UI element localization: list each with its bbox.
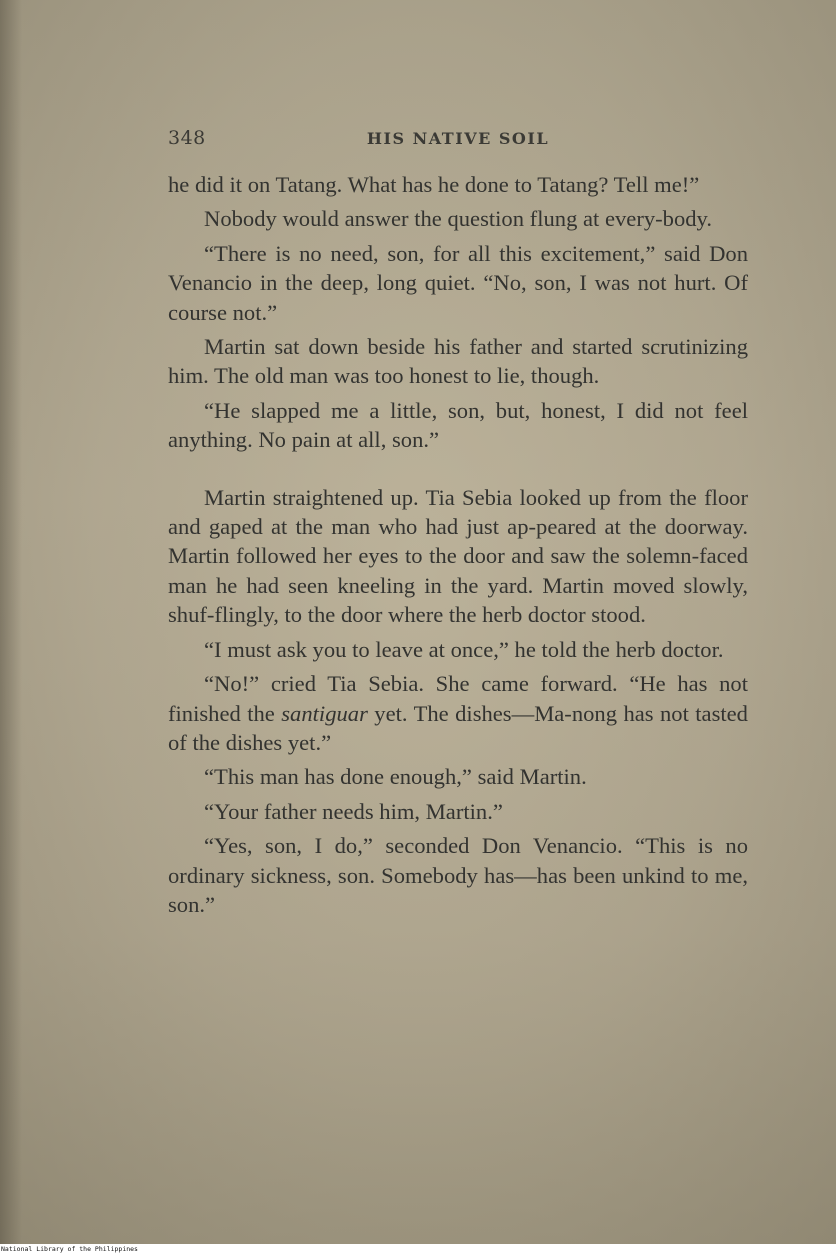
paragraph-7: “I must ask you to leave at once,” he told the herb doctor.: [204, 636, 724, 662]
paragraph-11: “Yes, son, I do,” seconded Don Venancio. “This is no ordinary sickness, son. Somebody has—has been unkind to me, son.”: [168, 833, 748, 917]
paragraph-8-text-before: “No!” cried Tia Sebia. She came forward. “He has not finished the: [168, 671, 748, 726]
running-title: HIS NATIVE SOIL: [366, 129, 550, 148]
page-number: 348: [168, 127, 206, 149]
paragraph-8: [168, 669, 748, 757]
paragraph-4: Martin sat down beside his father and started scrutinizing him. The old man was too honest to lie, though.: [168, 334, 748, 389]
paragraph-6: Martin straightened up. Tia Sebia looked up from the floor and gaped at the man who had just ap-peared at the doorway. Martin followed her eyes to the door and saw the solemn-faced man he had seen kneeling in the yard. Martin moved slowly, shuf-flingly, to the door where the herb doctor stood.: [168, 484, 748, 628]
paragraph-5: “He slapped me a little, son, but, honest, I did not feel anything. No pain at all, son.”: [168, 397, 748, 453]
paragraph-9: “This man has done enough,” said Martin.: [204, 764, 587, 790]
paragraph-2: Nobody would answer the question flung at every-body.: [204, 206, 713, 232]
paragraph-10: “Your father needs him, Martin.”: [204, 798, 503, 824]
paragraph-3: “There is no need, son, for all this excitement,” said Don Venancio in the deep, long quiet. “No, son, I was not hurt. Of course not.”: [168, 240, 748, 325]
library-credit: National Library of the Philippines: [1, 1245, 138, 1253]
body-text: [168, 170, 748, 924]
page-header: [168, 127, 748, 153]
paragraph-1: he did it on Tatang. What has he done to Tatang? Tell me!”: [168, 172, 700, 197]
paragraph-8-italic-term: santiguar: [281, 700, 368, 726]
paragraph-8-text-after: yet. The dishes—Ma-nong has not tasted of the dishes yet.”: [168, 700, 748, 755]
